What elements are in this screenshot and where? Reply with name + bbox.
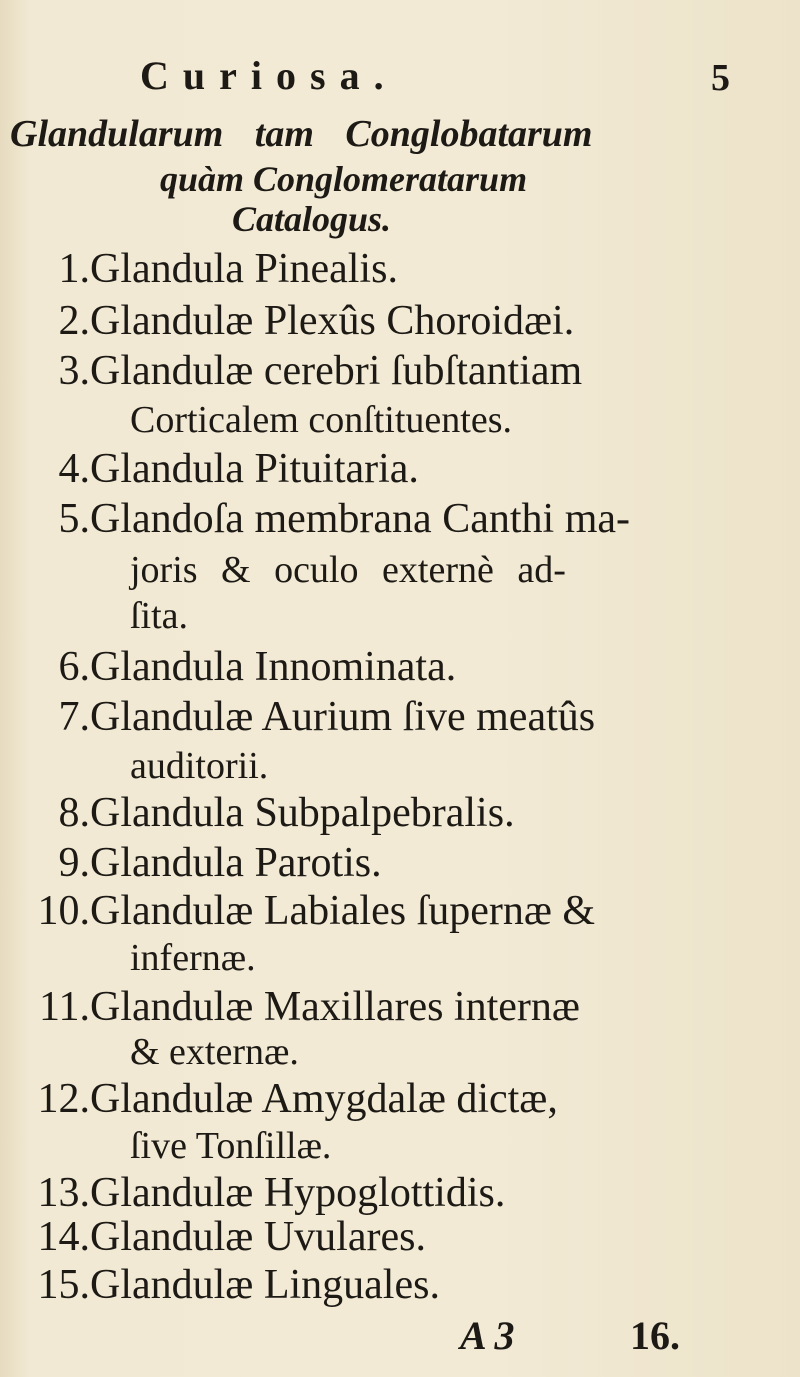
item-number: 14. <box>37 1214 90 1260</box>
item-number: 1. <box>58 246 90 292</box>
item-number: 5. <box>58 496 90 542</box>
catalog-heading-line-3: Catalogus. <box>232 199 392 239</box>
item-number: 2. <box>58 298 90 344</box>
item-continuation: ſita. <box>130 595 189 637</box>
item-text: Glandula Pinealis. <box>90 246 398 292</box>
item-number: 3. <box>58 348 90 394</box>
page-number: 5 <box>711 57 730 99</box>
item-continuation: infernæ. <box>130 937 256 979</box>
running-head <box>140 52 740 102</box>
item-text: Glandulæ Aurium ſive meatûs <box>90 694 596 740</box>
item-continuation: ſive Tonſillæ. <box>130 1125 332 1167</box>
item-number: 8. <box>58 790 90 836</box>
item-continuation: Corticalem conſtituentes. <box>130 399 513 441</box>
item-text: Glandulæ Plexûs Choroidæi. <box>90 298 575 344</box>
item-continuation: auditorii. <box>130 745 269 787</box>
item-number: 13. <box>37 1170 90 1216</box>
item-continuation: & externæ. <box>130 1031 299 1073</box>
item-number: 10. <box>37 888 90 934</box>
page-footer <box>460 1312 780 1362</box>
item-text: Glandula Parotis. <box>90 840 382 886</box>
item-continuation: joris & oculo externè ad- <box>130 549 566 591</box>
item-text: Glandulæ Labiales ſupernæ & <box>90 888 596 934</box>
item-text: Glandulæ Hypoglottidis. <box>90 1170 506 1216</box>
catalog-heading-line-1: Glandularum tam Conglobatarum <box>10 113 593 155</box>
catchword: 16. <box>630 1313 680 1358</box>
item-text: Glandulæ Uvulares. <box>90 1214 426 1260</box>
item-number: 15. <box>37 1262 90 1308</box>
item-number: 7. <box>58 694 90 740</box>
item-number: 11. <box>39 984 90 1030</box>
item-number: 6. <box>58 644 90 690</box>
item-text: Glandula Subpalpebralis. <box>90 790 515 836</box>
item-number: 9. <box>58 840 90 886</box>
signature-mark: A 3 <box>460 1313 515 1358</box>
item-text: Glandulæ Maxillares internæ <box>90 984 580 1030</box>
item-text: Glandoſa membrana Canthi ma- <box>90 496 630 542</box>
item-number: 12. <box>37 1076 90 1122</box>
running-title: Curiosa. <box>140 53 398 98</box>
catalog-heading-line-2: quàm Conglomeratarum <box>160 159 528 199</box>
item-number: 4. <box>58 446 90 492</box>
item-text: Glandula Innominata. <box>90 644 457 690</box>
item-text: Glandulæ Amygdalæ dictæ, <box>90 1076 558 1122</box>
item-text: Glandulæ cerebri ſubſtantiam <box>90 348 583 394</box>
item-text: Glandula Pituitaria. <box>90 446 419 492</box>
item-text: Glandulæ Linguales. <box>90 1262 440 1308</box>
